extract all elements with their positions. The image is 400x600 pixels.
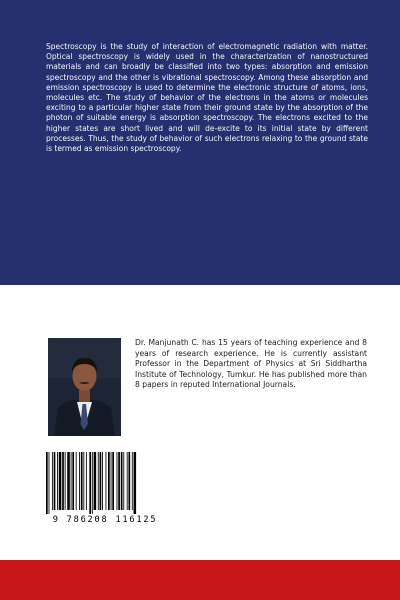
book-description: Spectroscopy is the study of interaction of electromagnetic radiation with matter. Optical spectroscopy is widely used in the characterization of nanostructured materials and can broadly be classified into two types: absorption and emission spectroscopy and the other is vibrational spectroscopy. Among these absorption and emission spectroscopy is used to determine the electronic structure of atoms, ions, molecules etc. The study of behavior of the electrons in the atoms or molecules exciting to a particular higher state from their ground state by the absorption of the photon of suitable energy is absorption spectroscopy. The electrons excited to the higher states are short lived and will de-excite to its initial state by different processes. Thus, the study of behavior of such electrons relaxing to the ground state is termed as emission spectroscopy. [46,42,368,154]
isbn-barcode [40,452,170,528]
author-bio: Dr. Manjunath C. has 15 years of teaching experience and 8 years of research experience. He is currently assistant Professor in the Department of Physics at Sri Siddhartha Institute of Technology, Tumkur. He has published more than 8 papers in reputed International Journals. [135,338,367,390]
isbn-number: 9 786208 116125 [52,515,158,525]
barcode-bars [40,452,170,514]
bottom-color-band [0,560,400,600]
blurb-panel [0,0,400,285]
author-portrait-image [48,338,121,436]
author-photo [48,338,121,436]
